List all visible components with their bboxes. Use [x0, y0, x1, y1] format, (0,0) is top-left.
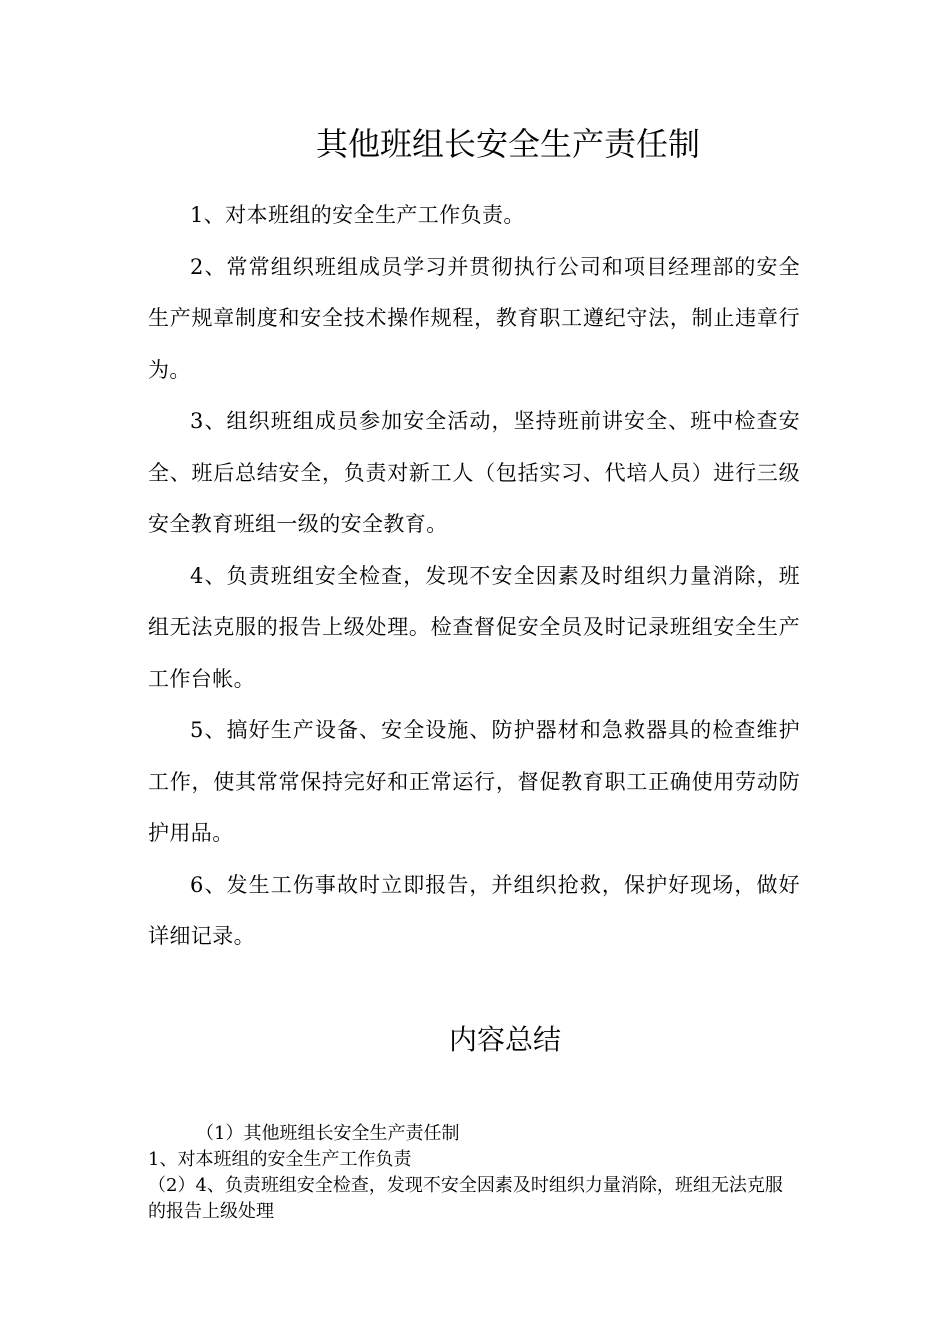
document-title: 其他班组长安全生产责任制 [315, 125, 700, 163]
paragraph-2: 2、常常组织班组成员学习并贯彻执行公司和项目经理部的安全生产规章制度和安全技术操作规程，教育职工遵纪守法，制止违章行为。 [148, 254, 800, 382]
paragraph-3: 3、组织班组成员参加安全活动，坚持班前讲安全、班中检查安全、班后总结安全，负责对新工人（包括实习、代培人员）进行三级安全教育班组一级的安全教育。 [148, 409, 800, 536]
paragraph-6: 6、发生工伤事故时立即报告，并组织抢救，保护好现场，做好详细记录。 [148, 872, 800, 948]
summary-section [148, 1121, 798, 1225]
summary-title: 内容总结 [448, 1023, 561, 1056]
summary-line-2: 1、对本班组的安全生产工作负责 [148, 1149, 412, 1170]
paragraph-1: 1、对本班组的安全生产工作负责。 [190, 203, 525, 227]
paragraph-5: 5、搞好生产设备、安全设施、防护器材和急救器具的检查维护工作，使其常常保持完好和正常运行，督促教育职工正确使用劳动防护用品。 [148, 718, 800, 845]
summary-line-1: （1）其他班组长安全生产责任制 [196, 1123, 460, 1144]
summary-line-3: （2）4、负责班组安全检查，发现不安全因素及时组织力量消除，班组无法克服的报告上级处理 [148, 1175, 783, 1222]
paragraph-4: 4、负责班组安全检查，发现不安全因素及时组织力量消除，班组无法克服的报告上级处理。检查督促安全员及时记录班组安全生产工作台帐。 [148, 563, 800, 691]
document-body [148, 190, 800, 963]
